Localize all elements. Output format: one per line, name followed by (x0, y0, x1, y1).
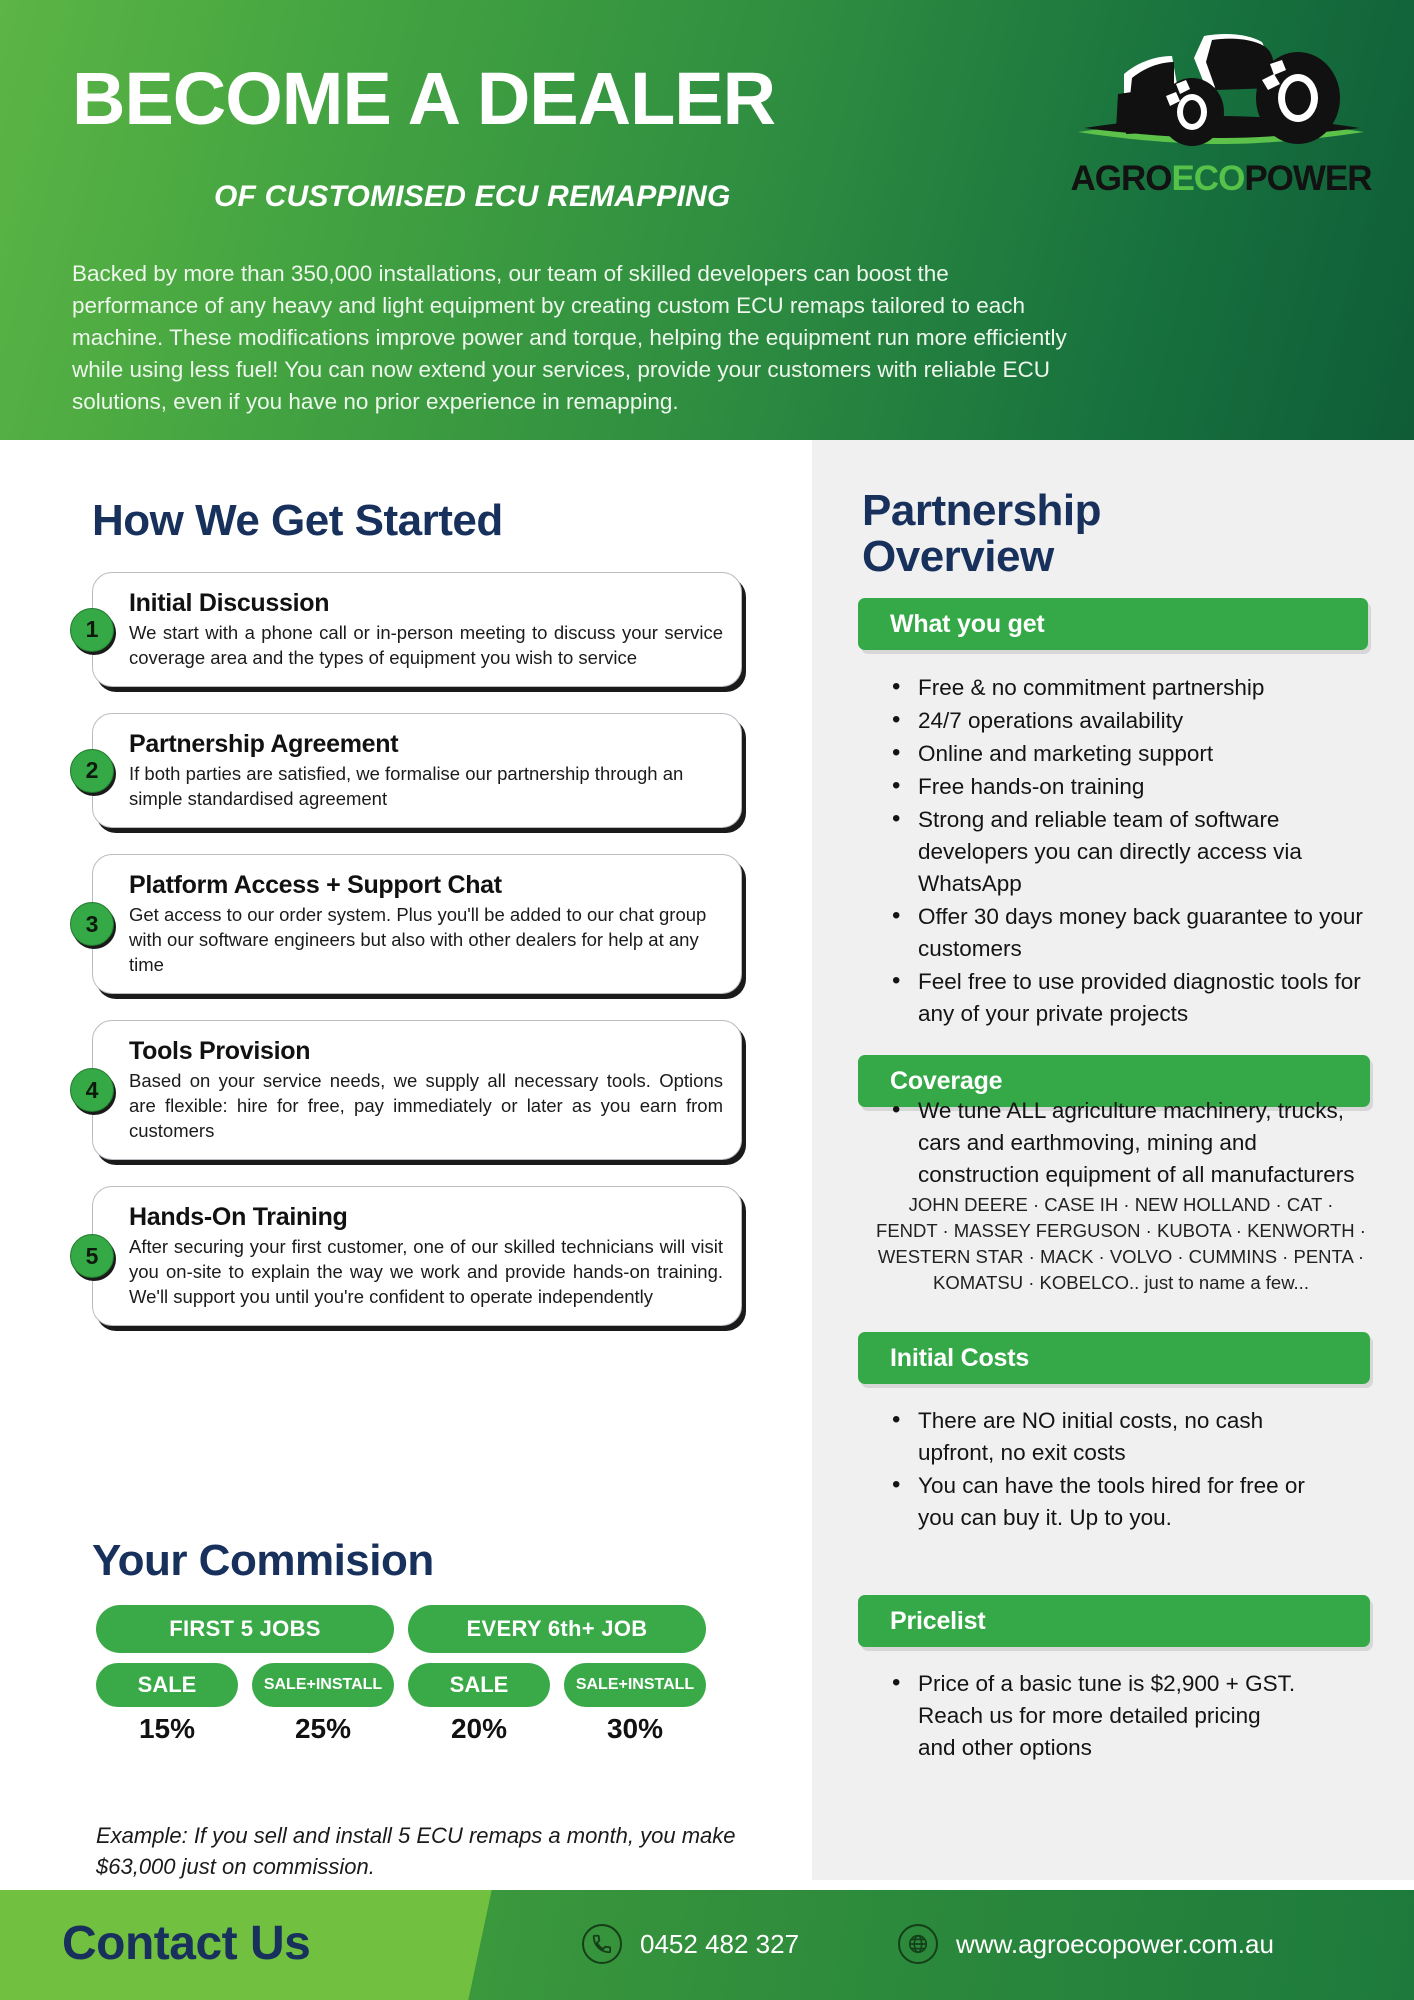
list-item: • Price of a basic tune is $2,900 + GST. Reach us for more detailed pricing and other options (884, 1668, 1304, 1764)
how-we-get-started-heading: How We Get Started (92, 496, 503, 545)
commission-heading: Your Commision (92, 1536, 434, 1585)
step-card (85, 1020, 742, 1160)
pricelist-list (884, 1668, 1304, 1765)
steps-list (85, 572, 742, 1352)
commission-sub-header: SALE (96, 1663, 238, 1707)
footer-contact-bar (0, 1890, 1414, 2000)
brand-logo (1066, 28, 1376, 198)
list-item: • Strong and reliable team of software developers you can directly access via WhatsApp (884, 804, 1374, 900)
commission-sub-header: SALE (408, 1663, 550, 1707)
coverage-list (884, 1095, 1384, 1192)
commission-sub-headers (96, 1663, 716, 1707)
step-number-badge: 4 (70, 1068, 114, 1112)
step-title: Initial Discussion (129, 589, 330, 617)
commission-example-note: Example: If you sell and install 5 ECU remaps a month, you make $63,000 just on commission. (96, 1823, 736, 1879)
list-item: • We tune ALL agriculture machinery, trucks, cars and earthmoving, mining and construction equipment of all manufacturers (884, 1095, 1384, 1191)
section-bar-pricelist: Pricelist (858, 1595, 1370, 1647)
step-card (85, 572, 742, 687)
commission-group-headers (96, 1605, 716, 1653)
list-item: • You can have the tools hired for free or you can buy it. Up to you. (884, 1470, 1324, 1534)
globe-icon (898, 1924, 938, 1964)
commission-value: 25% (294, 1713, 352, 1744)
list-item: • Offer 30 days money back guarantee to your customers (884, 901, 1374, 965)
section-bar-coverage: Coverage (858, 1055, 1370, 1107)
list-item: • Feel free to use provided diagnostic tools for any of your private projects (884, 966, 1374, 1030)
contact-website[interactable] (898, 1924, 1274, 1964)
step-title: Tools Provision (129, 1037, 311, 1065)
step-card (85, 1186, 742, 1326)
what-you-get-list (884, 672, 1374, 1031)
step-title: Hands-On Training (129, 1203, 348, 1231)
tractor-icon (1066, 28, 1376, 160)
step-description: After securing your first customer, one of our skilled technicians will visit you on-site to explain the way we work and provide hands-on training. We'll support you until you're confident to operate independently (129, 1236, 723, 1307)
commission-group-header: FIRST 5 JOBS (96, 1605, 394, 1653)
step-number-badge: 3 (70, 902, 114, 946)
step-description: We start with a phone call or in-person meeting to discuss your service coverage area and the types of equipment you wish to service (129, 622, 723, 668)
logo-part-eco: ECO (1171, 159, 1245, 198)
page-subtitle: OF CUSTOMISED ECU REMAPPING (214, 180, 731, 213)
list-item: • Free hands-on training (884, 771, 1374, 803)
page-title: BECOME A DEALER (72, 57, 776, 140)
commission-value: 20% (450, 1713, 508, 1744)
step-card (85, 854, 742, 994)
partnership-overview-heading: Partnership Overview (862, 486, 1102, 582)
commission-value: 30% (606, 1713, 664, 1744)
list-item: • Free & no commitment partnership (884, 672, 1374, 704)
step-description: Get access to our order system. Plus you'll be added to our chat group with our software engineers but also with other dealers for help at any time (129, 904, 707, 975)
step-number-badge: 5 (70, 1234, 114, 1278)
step-number-badge: 2 (70, 749, 114, 793)
section-bar-initial-costs: Initial Costs (858, 1332, 1370, 1384)
contact-us-title: Contact Us (62, 1917, 311, 1970)
commission-sub-header: SALE+INSTALL (564, 1663, 706, 1707)
logo-part-power: POWER (1244, 159, 1372, 198)
website-url: www.agroecopower.com.au (956, 1928, 1274, 1959)
list-item: • 24/7 operations availability (884, 705, 1374, 737)
header-description: Backed by more than 350,000 installations, our team of skilled developers can boost the performance of any heavy and light equipment by creating custom ECU remaps tailored to each machine. These modifications improve power and torque, helping the equipment run more efficiently while using less fuel! You can now extend your services, provide your customers with reliable ECU solutions, even if you have no prior experience in remapping. (72, 261, 1067, 414)
step-number-badge: 1 (70, 608, 114, 652)
commission-values (96, 1713, 716, 1745)
commission-sub-header: SALE+INSTALL (252, 1663, 394, 1707)
step-title: Partnership Agreement (129, 730, 399, 758)
step-description: Based on your service needs, we supply all necessary tools. Options are flexible: hire for free, pay immediately or later as you earn from customers (129, 1070, 723, 1141)
contact-phone[interactable] (582, 1924, 799, 1964)
phone-number: 0452 482 327 (640, 1928, 800, 1959)
initial-costs-list (884, 1405, 1324, 1535)
section-bar-what-you-get: What you get (858, 598, 1368, 650)
logo-part-agro: AGRO (1070, 159, 1172, 198)
commission-group-header: EVERY 6th+ JOB (408, 1605, 706, 1653)
phone-icon (582, 1924, 622, 1964)
commission-table (96, 1605, 716, 1745)
list-item: • There are NO initial costs, no cash upfront, no exit costs (884, 1405, 1324, 1469)
step-description: If both parties are satisfied, we formalise our partnership through an simple standardised agreement (129, 763, 684, 809)
header-banner (0, 0, 1414, 440)
commission-value: 15% (138, 1713, 196, 1744)
brand-names-text: JOHN DEERE · CASE IH · NEW HOLLAND · CAT · FENDT · MASSEY FERGUSON · KUBOTA · KENWORTH · WESTERN STAR · MACK · VOLVO · CUMMINS · PENTA · KOMATSU · KOBELCO.. just to name a few... (876, 1194, 1366, 1293)
step-card (85, 713, 742, 828)
list-item: • Online and marketing support (884, 738, 1374, 770)
step-title: Platform Access + Support Chat (129, 871, 502, 899)
logo-wordmark (1066, 161, 1376, 196)
